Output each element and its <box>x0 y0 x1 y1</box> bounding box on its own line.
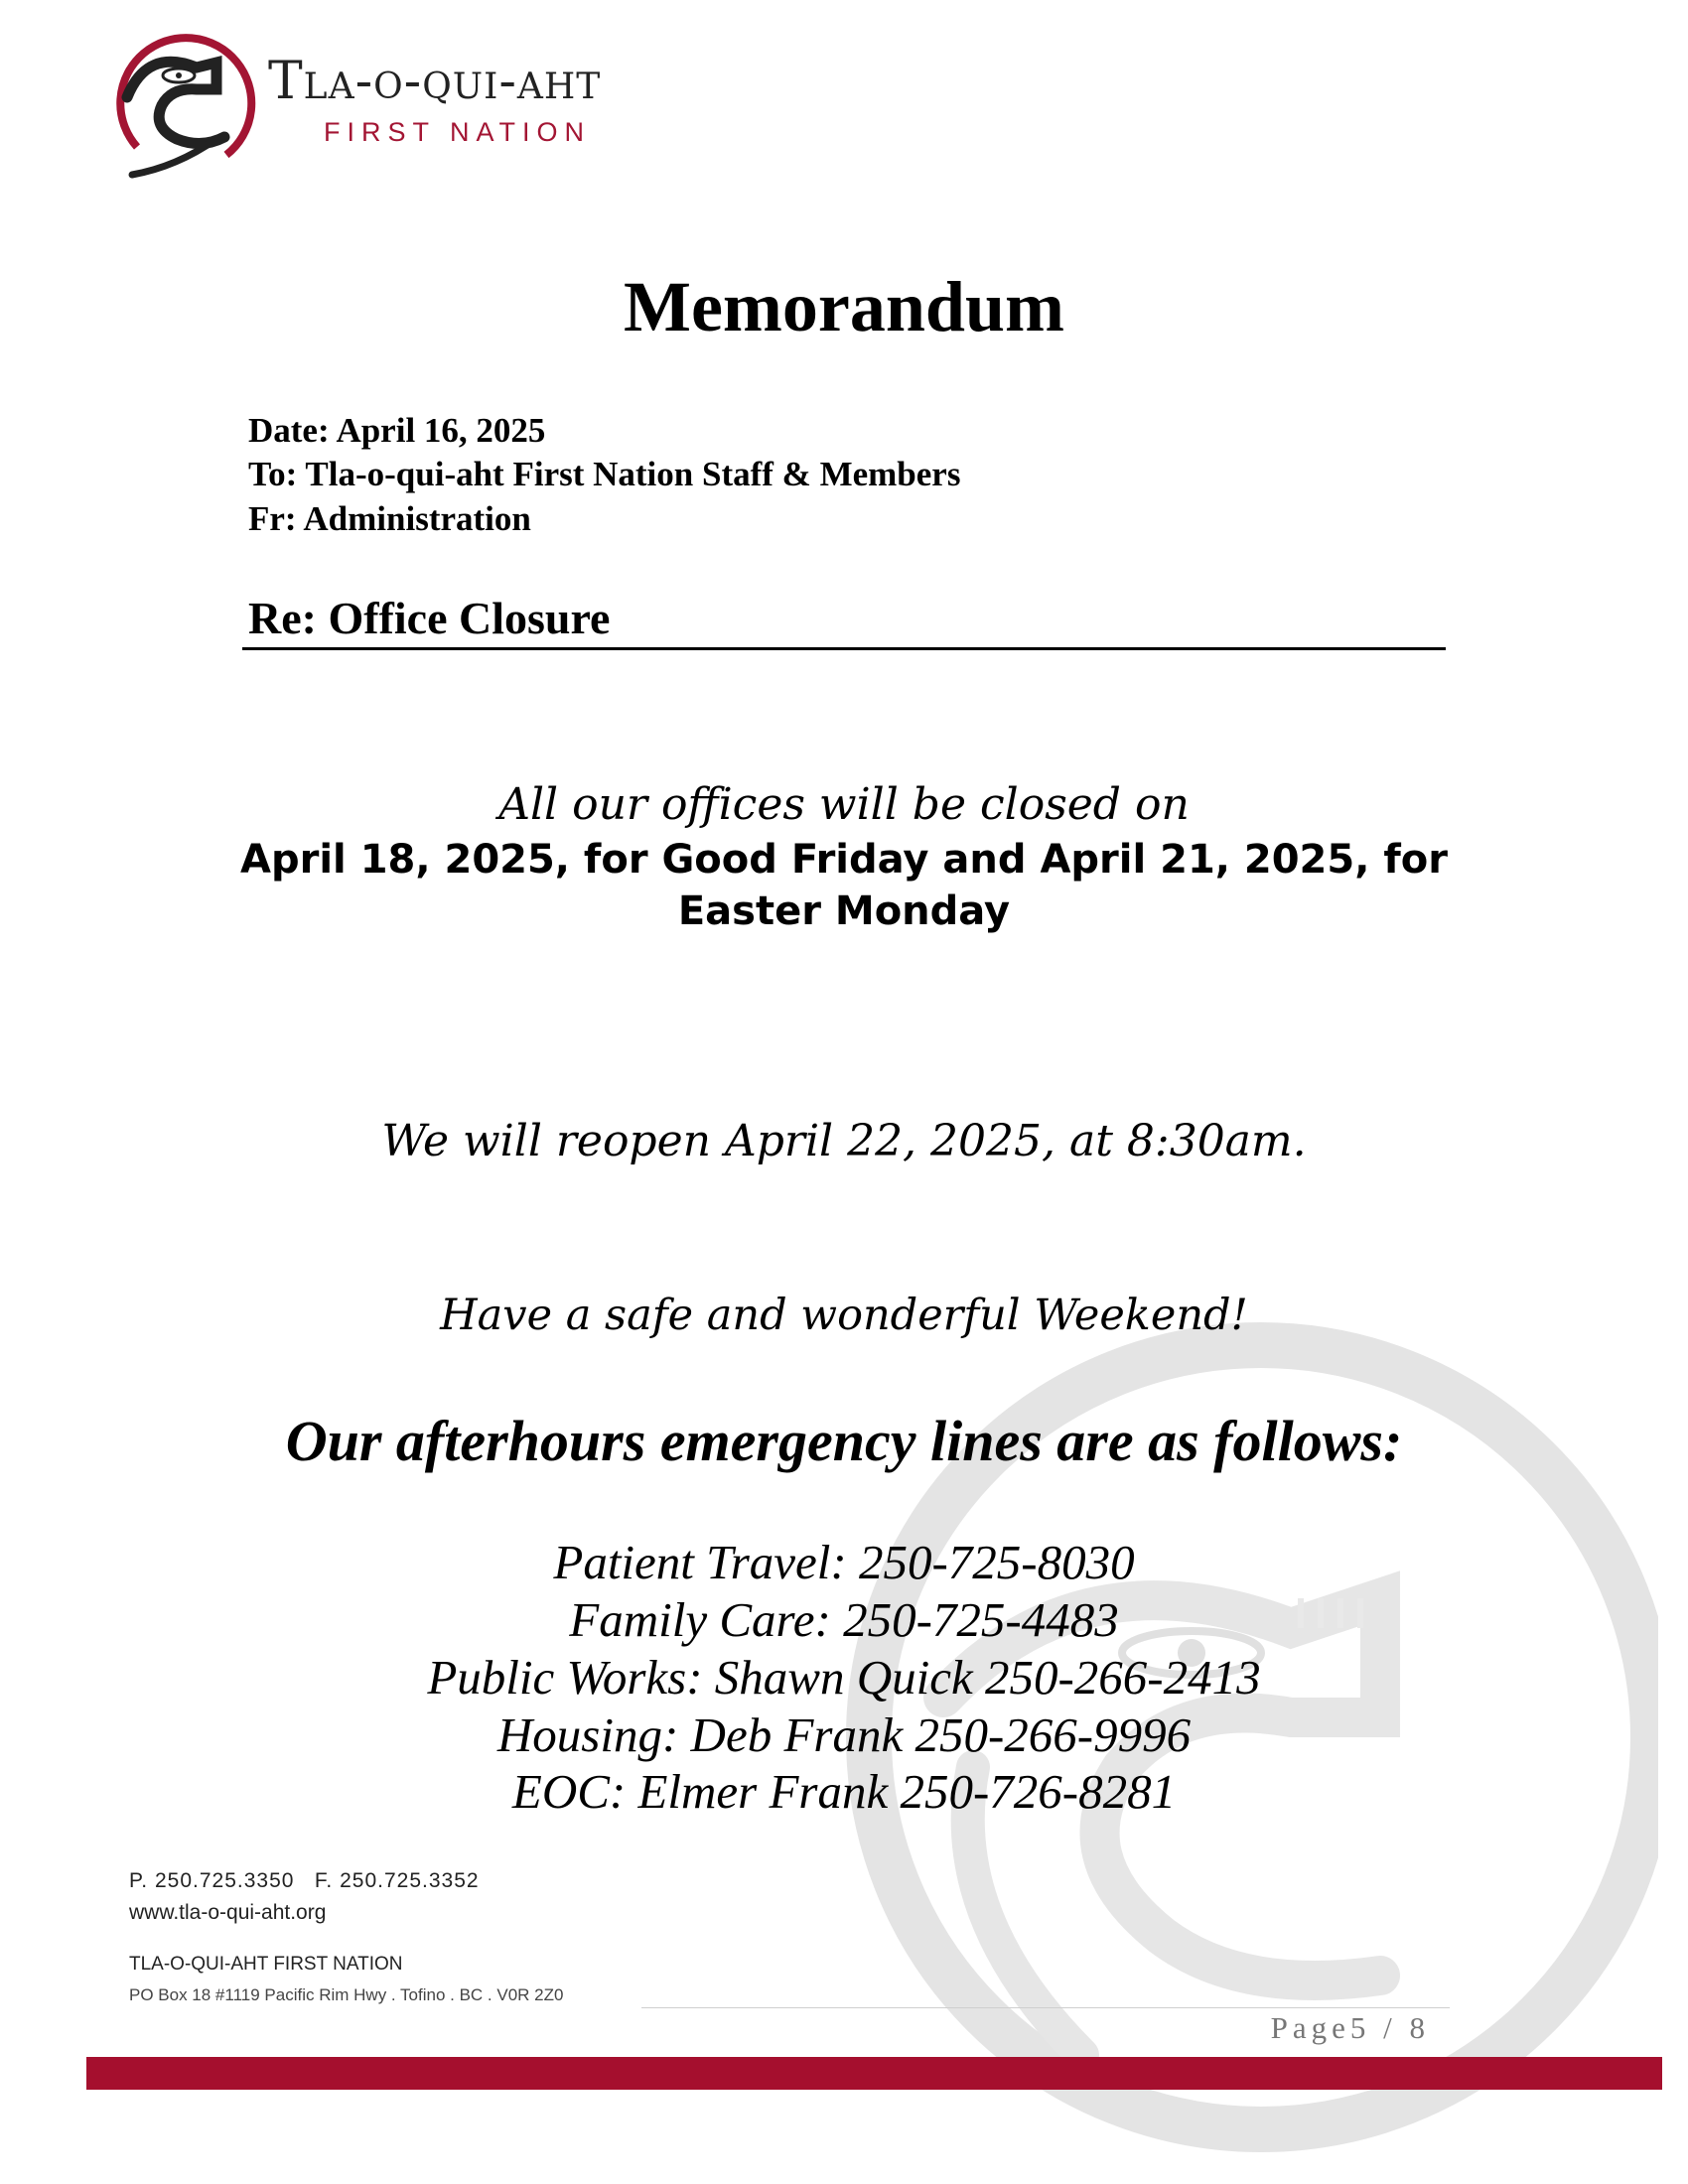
closure-dates <box>0 834 1688 937</box>
contact-patient-travel: Patient Travel: 250-725-8030 <box>553 1535 1135 1589</box>
closure-intro: All our offices will be closed on <box>498 779 1190 830</box>
emergency-heading: Our afterhours emergency lines are as follows: <box>285 1409 1403 1473</box>
footer-organization: TLA-O-QUI-AHT FIRST NATION <box>129 1954 403 1975</box>
page-title: Memorandum <box>624 267 1064 346</box>
subject-divider <box>242 647 1446 650</box>
memo-recipients: To: Tla-o-qui-aht First Nation Staff & Members <box>248 455 961 493</box>
memo-date: Date: April 16, 2025 <box>248 411 546 450</box>
contact-public-works: Public Works: Shawn Quick 250-266-2413 <box>427 1650 1261 1705</box>
footer-color-bar <box>86 2057 1662 2090</box>
closure-dates-line-2: Easter Monday <box>677 888 1011 934</box>
page-number: Page5 / 8 <box>1270 2010 1430 2045</box>
footer-phone-fax: P. 250.725.3350 F. 250.725.3352 <box>129 1869 480 1892</box>
footer-address: PO Box 18 #1119 Pacific Rim Hwy . Tofino . BC . V0R 2Z0 <box>129 1985 564 2004</box>
serpent-crest-logo-icon <box>107 28 256 182</box>
contact-family-care: Family Care: 250-725-4483 <box>569 1592 1119 1647</box>
organization-subtitle: FIRST NATION <box>324 117 592 147</box>
footer-website: www.tla-o-qui-aht.org <box>129 1901 327 1924</box>
memo-sender: Fr: Administration <box>248 499 531 538</box>
closing-wish: Have a safe and wonderful Weekend! <box>440 1291 1248 1340</box>
organization-name: Tla-o-qui-aht <box>268 52 602 111</box>
memo-subject: Re: Office Closure <box>248 593 611 643</box>
contact-eoc: EOC: Elmer Frank 250-726-8281 <box>511 1764 1177 1819</box>
contact-housing: Housing: Deb Frank 250-266-9996 <box>496 1707 1192 1762</box>
footer-divider <box>641 2007 1450 2008</box>
closure-dates-line-1: April 18, 2025, for Good Friday and April 21, 2025, for <box>240 837 1448 883</box>
reopen-notice: We will reopen April 22, 2025, at 8:30am. <box>381 1116 1307 1166</box>
